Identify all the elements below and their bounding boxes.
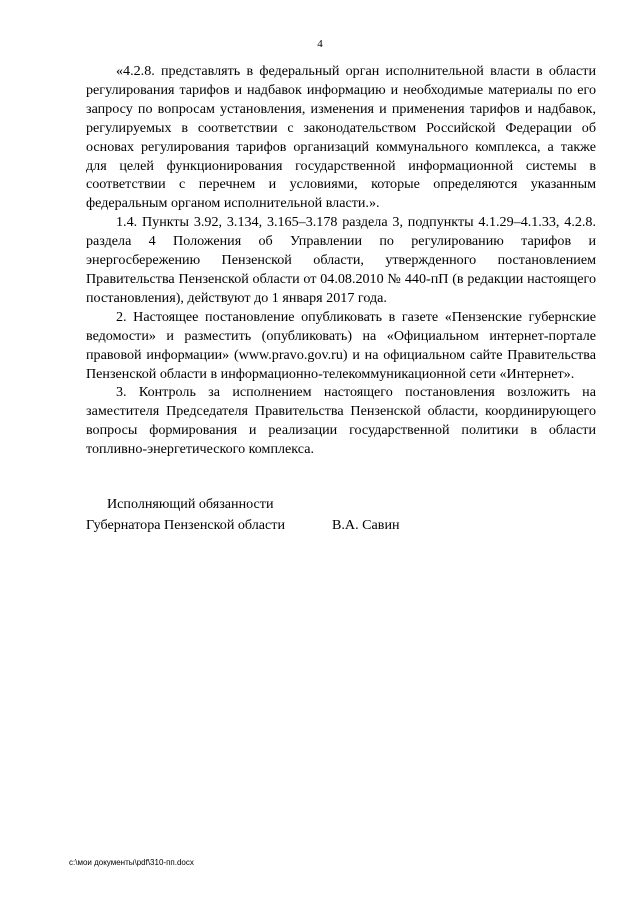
signatory-row — [86, 515, 596, 536]
signatory-position-line1: Исполняющий обязанности — [107, 496, 274, 512]
page-number: 4 — [317, 38, 323, 50]
paragraph-2-publication: 2. Настоящее постановление опубликовать в газете «Пензенские губернские ведомости» и разместить (опубликовать) на «Официальном интернет-портале правовой информации» (www.pravo.gov.ru) и на официальном сайте Правительства Пензенской области в информационно-телекоммуникационной сети «Интернет». — [86, 308, 596, 382]
paragraph-3-control: 3. Контроль за исполнением настоящего постановления возложить на заместителя Председателя Правительства Пензенской области, координирующего вопросы формирования и реализации государственной политики в области топливно-энергетического комплекса. — [86, 384, 596, 458]
paragraph-4-2-8: «4.2.8. представлять в федеральный орган исполнительной власти в области регулирования тарифов и надбавок информацию и необходимые материалы по его запросу по вопросам установления, изменения и применения тарифов и надбавок, регулируемых в соответствии с законодательством Российской Федерации об основах регулирования тарифов организаций коммунального комплекса, а также для целей функционирования государственной информационной системы в соответствии с перечнем и условиями, которые определяются указанным федеральным органом исполнительной власти.». — [86, 63, 596, 212]
document-body — [86, 62, 596, 459]
paragraph-1-4: 1.4. Пункты 3.92, 3.134, 3.165–3.178 раздела 3, подпункты 4.1.29–4.1.33, 4.2.8. раздела 4 Положения об Управлении по регулированию тарифов и энергосбережению Пензенской области, утвержденного постановлением Правительства Пензенской области от 04.08.2010 № 440-пП (в редакции настоящего постановления), действуют до 1 января 2017 года. — [86, 214, 596, 306]
signatory-position-line2: Губернатора Пензенской области — [86, 517, 285, 533]
footer-file-path: c:\мои документы\pdf\310-пп.docx — [69, 858, 194, 867]
signatory-name: В.А. Савин — [332, 517, 400, 533]
signature-block — [86, 494, 596, 536]
